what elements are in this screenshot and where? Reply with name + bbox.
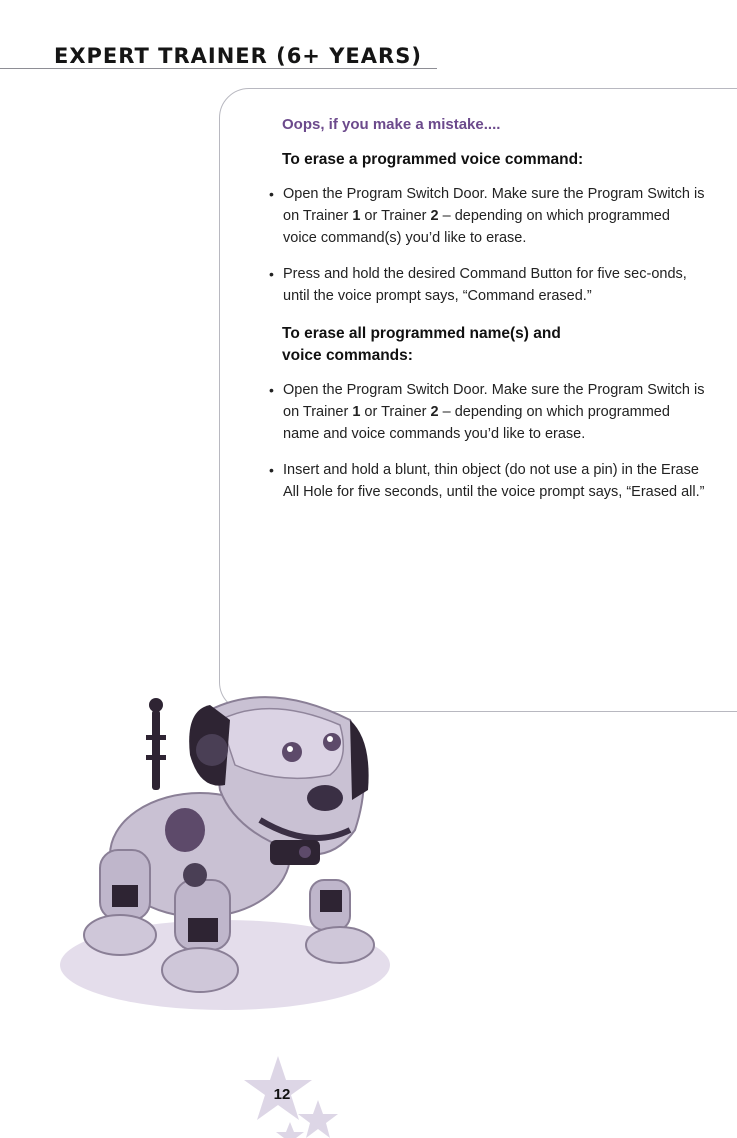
step-text: Press and hold the desired Command Button for five sec-onds, until the voice prompt says, “Command erased.” bbox=[283, 266, 687, 304]
erase-one-heading: To erase a programmed voice command: bbox=[282, 151, 584, 168]
erase-all-heading: To erase all programmed name(s) and voice commands: bbox=[282, 325, 561, 364]
bullet-icon: • bbox=[269, 462, 274, 478]
step-text: or Trainer bbox=[360, 208, 431, 224]
instructions-content bbox=[267, 110, 707, 517]
trainer-number: 1 bbox=[352, 208, 361, 224]
oops-heading: Oops, if you make a mistake.... bbox=[282, 116, 501, 133]
trainer-number: 2 bbox=[430, 404, 439, 420]
step-text: Insert and hold a blunt, thin object (do not use a pin) in the Erase All Hole for five seconds, until the voice prompt says, “Erased all.” bbox=[283, 462, 705, 500]
list-item bbox=[267, 183, 707, 249]
step-text: or Trainer bbox=[360, 404, 431, 420]
step-text: Open the Program Switch Door. Make sure the Program Switch is on Trainer bbox=[283, 186, 705, 224]
antenna-icon bbox=[152, 710, 160, 790]
bullet-icon: • bbox=[269, 382, 274, 398]
list-item bbox=[267, 263, 707, 307]
page-header-title: EXPERT TRAINER (6+ YEARS) bbox=[54, 44, 422, 68]
step-text: – depending on which programmed name and voice commands you’d like to erase. bbox=[283, 404, 670, 442]
trainer-number: 2 bbox=[430, 208, 439, 224]
step-text: – depending on which programmed voice command(s) you’d like to erase. bbox=[283, 208, 670, 246]
header-rule bbox=[0, 68, 437, 69]
robot-dog-illustration bbox=[60, 680, 400, 1020]
list-item bbox=[267, 459, 707, 503]
trainer-number: 1 bbox=[352, 404, 361, 420]
erase-all-steps bbox=[267, 379, 707, 503]
step-text: Open the Program Switch Door. Make sure the Program Switch is on Trainer bbox=[283, 382, 705, 420]
list-item bbox=[267, 379, 707, 445]
page-number: 12 bbox=[273, 1086, 291, 1103]
erase-one-steps bbox=[267, 183, 707, 307]
bullet-icon: • bbox=[269, 186, 274, 202]
bullet-icon: • bbox=[269, 266, 274, 282]
